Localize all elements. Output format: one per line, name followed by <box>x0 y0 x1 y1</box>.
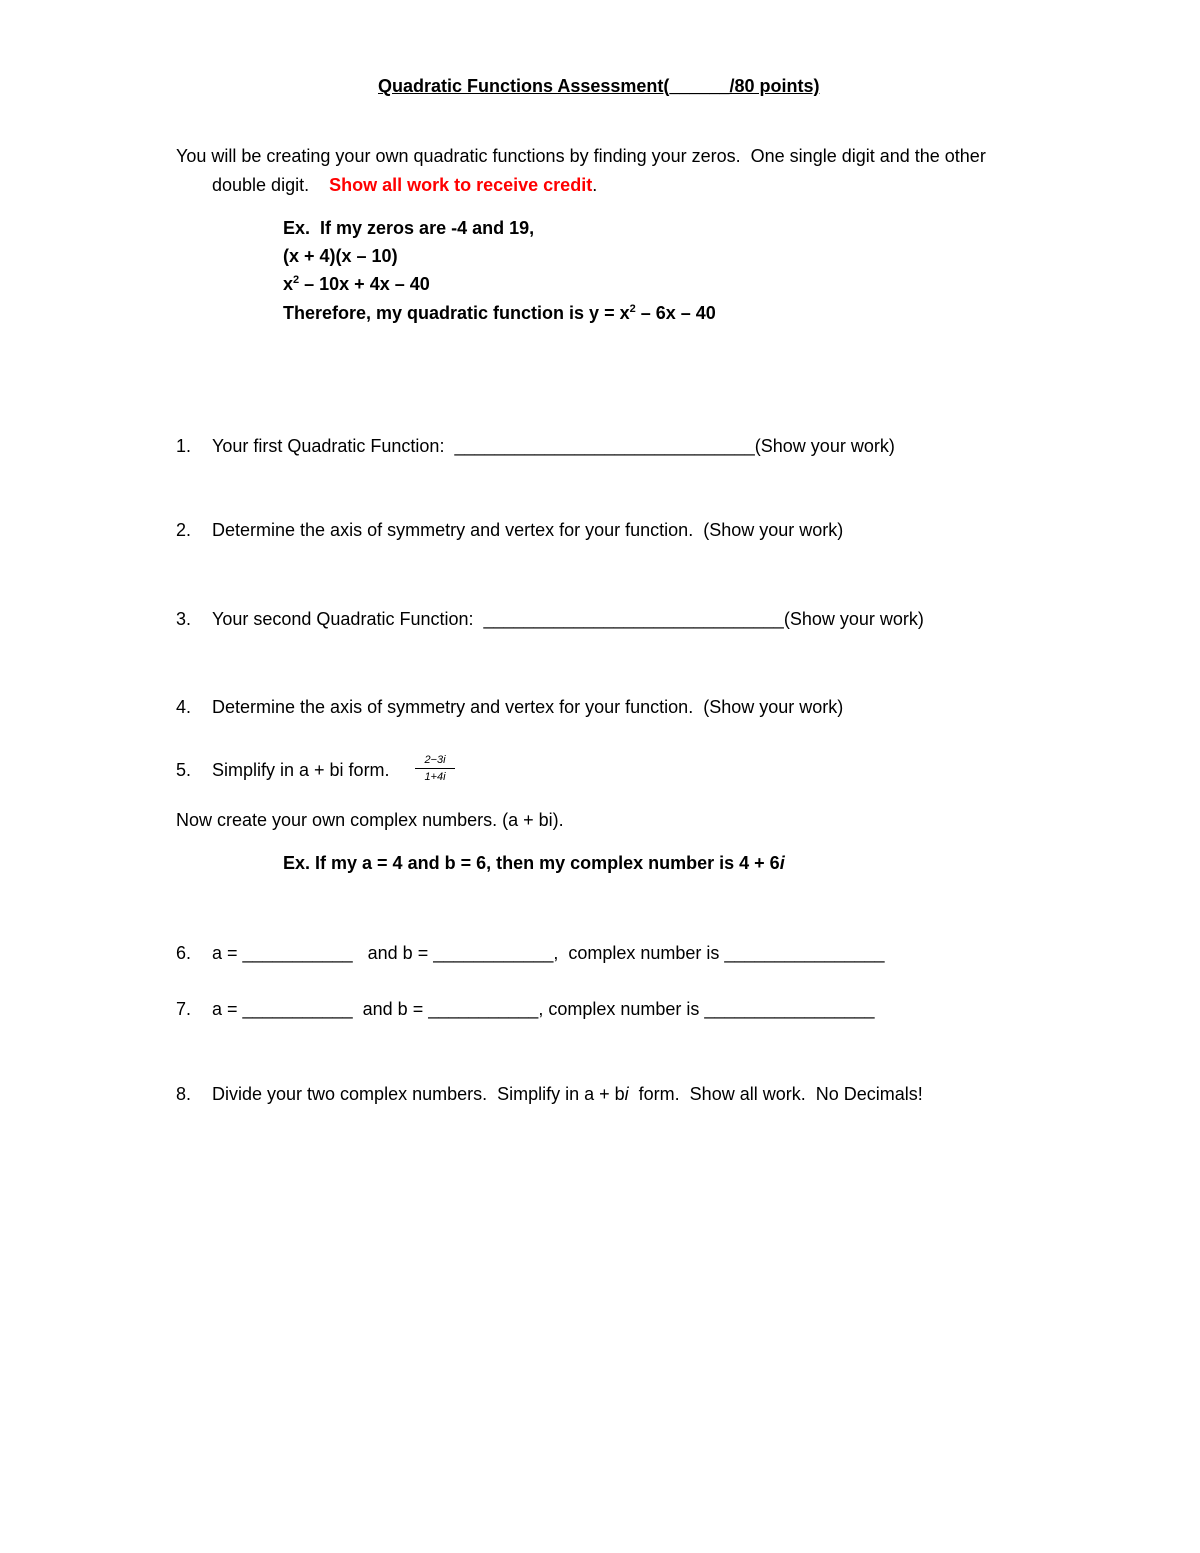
question-8-number: 8. <box>176 1084 192 1104</box>
fraction-denominator: 1+4i <box>424 771 446 783</box>
complex-example <box>283 854 785 872</box>
question-5-text: Simplify in a + bi form. <box>212 760 390 780</box>
example-expanded-exp: 2 <box>293 274 300 286</box>
intro-period: . <box>592 175 598 195</box>
example-result-rest: – 6x – 40 <box>635 303 716 323</box>
question-6-number: 6. <box>176 943 192 963</box>
question-2-text: Determine the axis of symmetry and vertex for your function. (Show your work) <box>212 520 844 540</box>
example-expanded-x: x <box>283 274 294 294</box>
intro-line-1: You will be creating your own quadratic functions by finding your zeros. One single digit and the other <box>176 146 986 166</box>
question-8-i: i <box>624 1084 629 1104</box>
question-8-tail: form. Show all work. No Decimals! <box>628 1084 923 1104</box>
question-4-number: 4. <box>176 697 192 717</box>
example-result <box>283 304 716 322</box>
question-1-tail: (Show your work) <box>754 436 895 456</box>
question-3 <box>212 610 924 628</box>
question-5-number: 5. <box>176 760 192 780</box>
example-factored: (x + 4)(x – 10) <box>283 246 398 266</box>
question-1-number: 1. <box>176 436 192 456</box>
example-zeros: Ex. If my zeros are -4 and 19, <box>283 218 535 238</box>
question-7-number: 7. <box>176 999 192 1019</box>
example-expanded-rest: – 10x + 4x – 40 <box>299 274 430 294</box>
fraction-numerator: 2−3i <box>415 754 455 769</box>
example-result-text: Therefore, my quadratic function is y = x <box>283 303 630 323</box>
question-1-answer-blank[interactable]: ______________________________ <box>454 436 755 456</box>
complex-example-i: i <box>779 853 785 873</box>
question-8 <box>212 1085 923 1103</box>
complex-numbers-intro: Now create your own complex numbers. (a + bi). <box>176 810 564 830</box>
question-2-number: 2. <box>176 520 192 540</box>
title-prefix: Quadratic Functions Assessment( <box>378 76 670 96</box>
question-8-text: Divide your two complex numbers. Simplify in a + b <box>212 1084 625 1104</box>
example-result-exp: 2 <box>629 303 636 315</box>
question-3-tail: (Show your work) <box>783 609 924 629</box>
complex-example-text: Ex. If my a = 4 and b = 6, then my complex number is 4 + 6 <box>283 853 780 873</box>
page-title <box>378 77 820 95</box>
question-7-text[interactable]: a = ___________ and b = ___________, complex number is _________________ <box>212 999 875 1019</box>
intro-line-2-text: double digit. <box>212 175 310 195</box>
example-expanded <box>283 275 430 293</box>
show-work-emphasis: Show all work to receive credit <box>329 175 593 195</box>
title-suffix: /80 points) <box>729 76 820 96</box>
title-blank: ______ <box>669 76 730 96</box>
intro-line-2 <box>212 176 597 194</box>
question-3-text: Your second Quadratic Function: <box>212 609 484 629</box>
question-1 <box>212 437 895 455</box>
question-4-text: Determine the axis of symmetry and vertex for your function. (Show your work) <box>212 697 844 717</box>
question-5-fraction <box>415 754 455 783</box>
question-6-text[interactable]: a = ___________ and b = ____________, complex number is ________________ <box>212 943 885 963</box>
question-3-number: 3. <box>176 609 192 629</box>
question-1-text: Your first Quadratic Function: <box>212 436 455 456</box>
question-3-answer-blank[interactable]: ______________________________ <box>483 609 784 629</box>
